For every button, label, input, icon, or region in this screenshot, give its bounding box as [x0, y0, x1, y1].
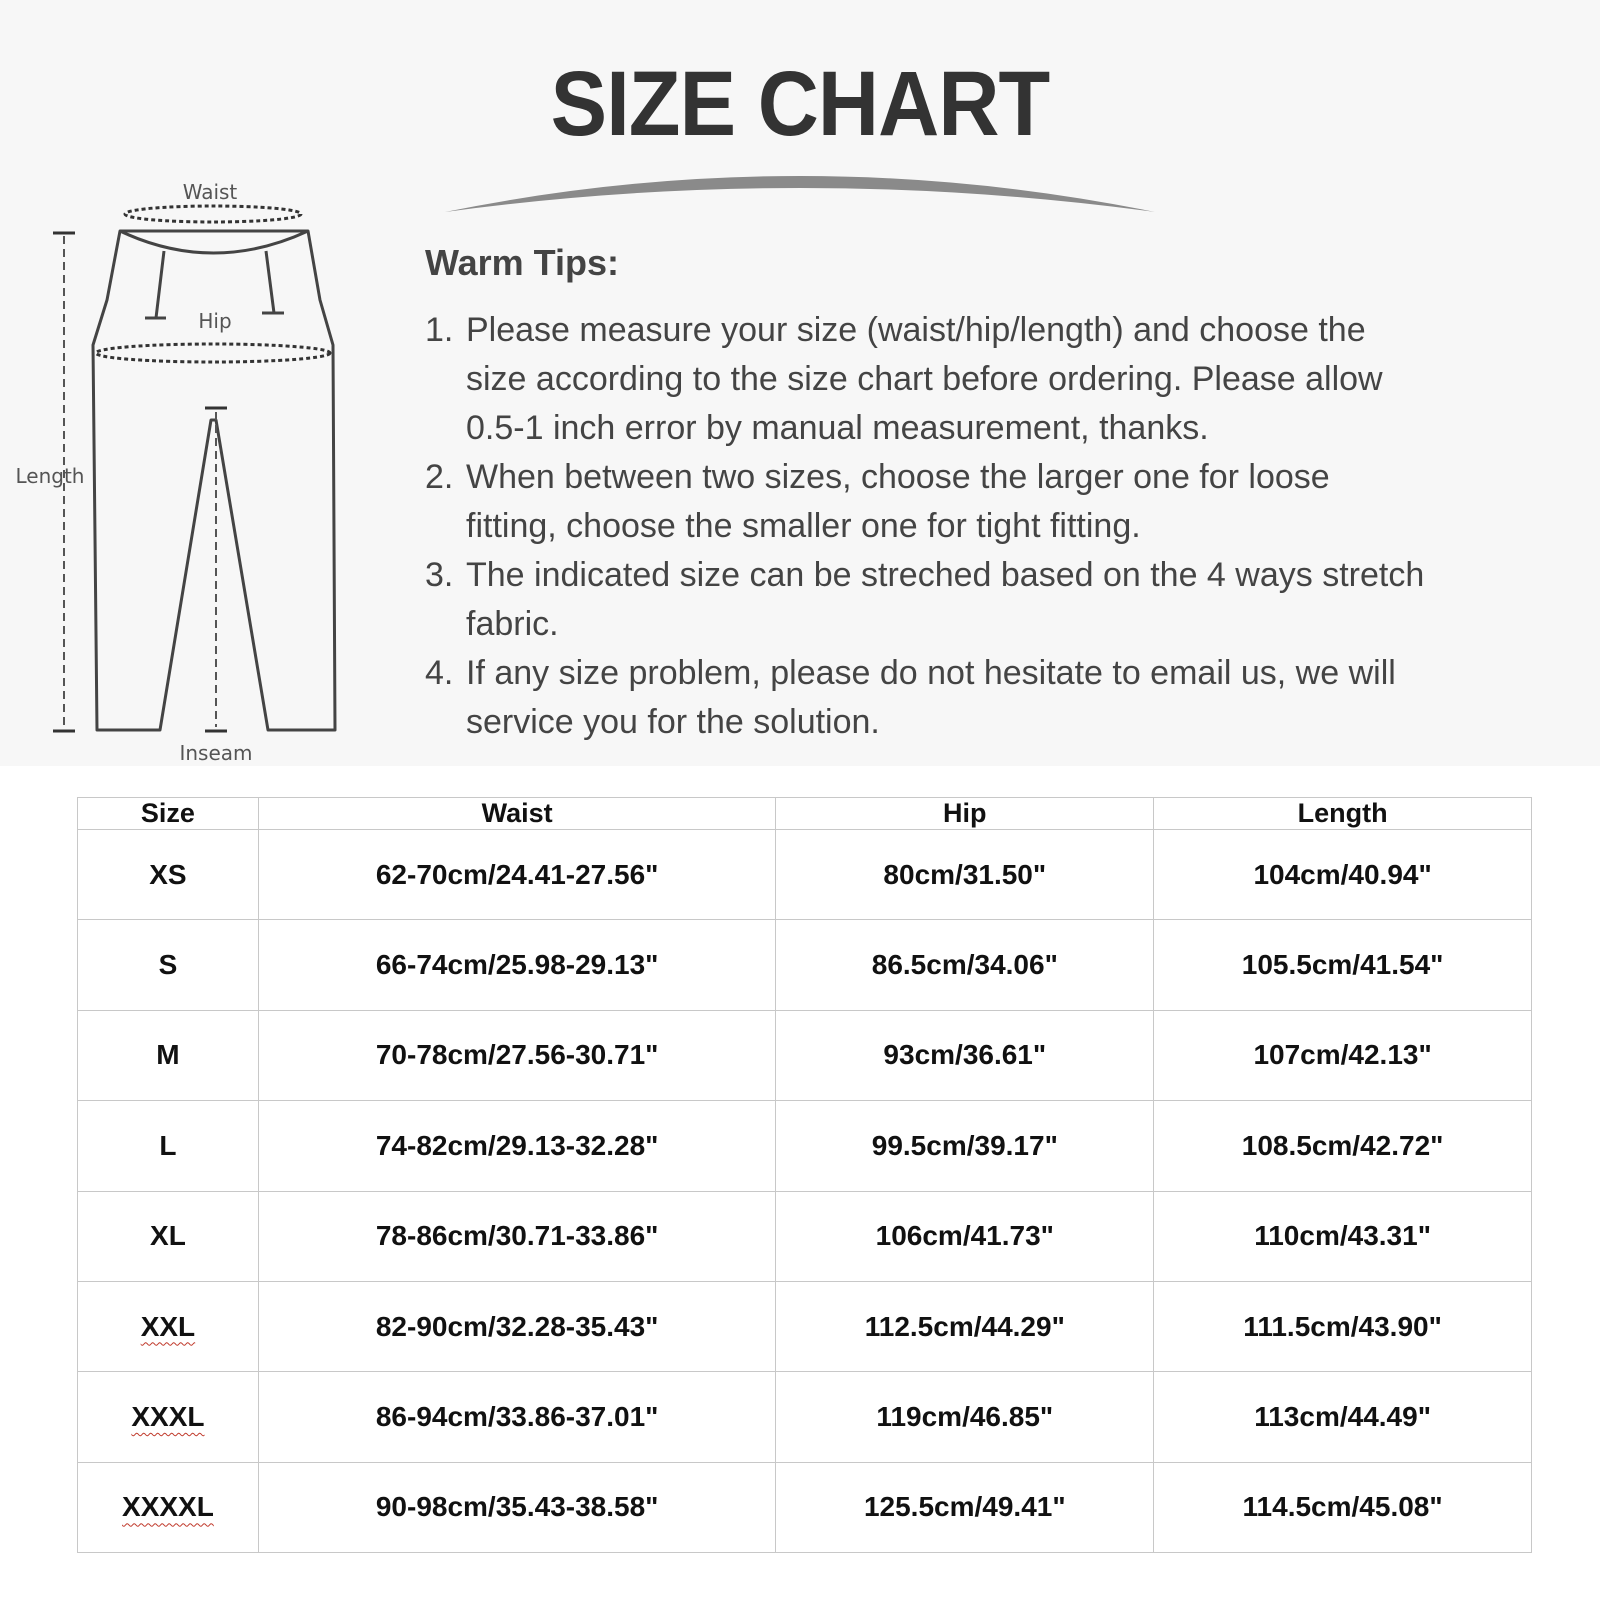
page-title: SIZE CHART: [550, 53, 1050, 155]
length-cell: 110cm/43.31": [1154, 1191, 1532, 1281]
length-cell: 111.5cm/43.90": [1154, 1281, 1532, 1371]
length-label: Length: [15, 464, 85, 488]
length-cell: 113cm/44.49": [1154, 1372, 1532, 1462]
tip-line: When between two sizes, choose the larger one for loose: [466, 458, 1330, 496]
table-row: [78, 1191, 1532, 1281]
hip-cell: 125.5cm/49.41": [776, 1462, 1154, 1552]
tip-line: 0.5-1 inch error by manual measurement, thanks.: [466, 409, 1209, 447]
length-cell: 107cm/42.13": [1154, 1010, 1532, 1100]
waist-cell: 70-78cm/27.56-30.71": [258, 1010, 776, 1100]
hip-cell: 106cm/41.73": [776, 1191, 1154, 1281]
header-length: Length: [1154, 798, 1532, 830]
hip-cell: 99.5cm/39.17": [776, 1101, 1154, 1191]
header-waist: Waist: [258, 798, 776, 830]
table-row: [78, 1281, 1532, 1371]
size-cell: L: [78, 1101, 259, 1191]
table-row: [78, 920, 1532, 1010]
tips-heading: Warm Tips:: [425, 242, 620, 283]
inseam-label: Inseam: [179, 741, 253, 765]
size-cell: M: [78, 1010, 259, 1100]
tip-item: 1. Please measure your size (waist/hip/length) and choose the size according to the size chart before ordering. Please allow 0.5-1 inch error by manual measurement, thanks.: [425, 311, 1383, 447]
tip-line: If any size problem, please do not hesitate to email us, we will: [466, 654, 1396, 692]
tips-list: [425, 306, 1585, 747]
table-row: [78, 1101, 1532, 1191]
hip-cell: 112.5cm/44.29": [776, 1281, 1154, 1371]
table-header-row: [78, 798, 1532, 830]
size-cell: XXXXL: [78, 1462, 259, 1552]
size-cell: S: [78, 920, 259, 1010]
waist-cell: 86-94cm/33.86-37.01": [258, 1372, 776, 1462]
tip-line: service you for the solution.: [466, 703, 880, 741]
hip-cell: 86.5cm/34.06": [776, 920, 1154, 1010]
size-cell: XS: [78, 830, 259, 920]
tip-line: fitting, choose the smaller one for tight fitting.: [466, 507, 1141, 545]
size-cell: XL: [78, 1191, 259, 1281]
waist-cell: 62-70cm/24.41-27.56": [258, 830, 776, 920]
hip-cell: 93cm/36.61": [776, 1010, 1154, 1100]
waist-cell: 82-90cm/32.28-35.43": [258, 1281, 776, 1371]
table-row: [78, 1462, 1532, 1552]
pants-diagram: [0, 170, 420, 770]
length-cell: 114.5cm/45.08": [1154, 1462, 1532, 1552]
length-cell: 105.5cm/41.54": [1154, 920, 1532, 1010]
waist-label: Waist: [182, 180, 238, 204]
waist-ellipse: [125, 206, 301, 222]
hip-label: Hip: [198, 309, 232, 333]
hip-ellipse: [96, 344, 330, 362]
length-cell: 104cm/40.94": [1154, 830, 1532, 920]
size-cell: XXXL: [78, 1372, 259, 1462]
tip-line: The indicated size can be streched based on the 4 ways stretch: [466, 556, 1425, 594]
title-underline-arc: [440, 160, 1160, 220]
header-hip: Hip: [776, 798, 1154, 830]
waist-cell: 66-74cm/25.98-29.13": [258, 920, 776, 1010]
tip-item: 3. The indicated size can be streched based on the 4 ways stretch fabric.: [425, 556, 1425, 643]
tip-item: 2. When between two sizes, choose the larger one for loose fitting, choose the smaller one for tight fitting.: [425, 458, 1330, 545]
table-row: [78, 830, 1532, 920]
length-cell: 108.5cm/42.72": [1154, 1101, 1532, 1191]
waist-cell: 78-86cm/30.71-33.86": [258, 1191, 776, 1281]
table-row: [78, 1372, 1532, 1462]
pants-outline: [93, 231, 335, 730]
hip-cell: 119cm/46.85": [776, 1372, 1154, 1462]
size-table: [77, 797, 1532, 1553]
waist-cell: 90-98cm/35.43-38.58": [258, 1462, 776, 1552]
tip-line: size according to the size chart before ordering. Please allow: [466, 360, 1383, 398]
waist-cell: 74-82cm/29.13-32.28": [258, 1101, 776, 1191]
tip-line: fabric.: [466, 605, 559, 643]
header-size: Size: [78, 798, 259, 830]
tip-line: Please measure your size (waist/hip/length) and choose the: [466, 311, 1366, 349]
tip-item: 4. If any size problem, please do not hesitate to email us, we will service you for the solution.: [425, 654, 1396, 741]
size-cell: XXL: [78, 1281, 259, 1371]
table-row: [78, 1010, 1532, 1100]
warm-tips: [425, 242, 1585, 747]
hip-cell: 80cm/31.50": [776, 830, 1154, 920]
